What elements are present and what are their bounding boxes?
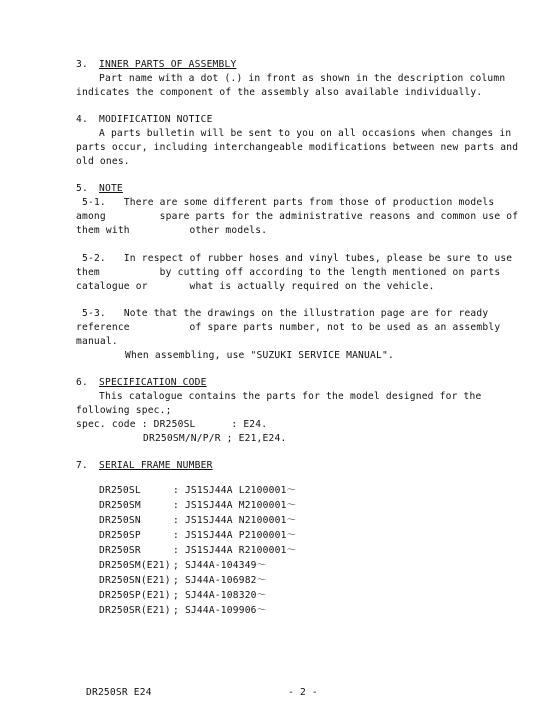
serial-number: : JS1SJ44A P2100001～ xyxy=(173,530,297,541)
note-5-3-line-4: When assembling, use "SUZUKI SERVICE MANUAL". xyxy=(125,350,394,361)
note-5-2-line-1: 5-2. In respect of rubber hoses and vinyl tubes, please be sure to use xyxy=(82,253,513,264)
footer-model-code: DR250SR E24 xyxy=(86,687,152,698)
section-6-line-3: spec. code : DR250SL : E24. xyxy=(76,419,268,430)
note-5-3-line-3: manual. xyxy=(76,336,118,347)
serial-number: : JS1SJ44A R2100001～ xyxy=(173,545,297,556)
section-6-line-4: DR250SM/N/P/R ; E21,E24. xyxy=(143,433,287,444)
serial-model: DR250SR xyxy=(99,545,141,556)
serial-number: ; SJ44A-104349～ xyxy=(173,560,267,571)
note-5-2-line-3: catalogue or what is actually required on the vehicle. xyxy=(76,281,435,292)
serial-model: DR250SN xyxy=(99,515,141,526)
note-5-1-line-1: 5-1. There are some different parts from those of production models xyxy=(82,197,495,208)
page-number: - 2 - xyxy=(288,687,318,698)
section-3-line-1: Part name with a dot (.) in front as shown in the description column xyxy=(99,73,506,84)
section-6-line-2: following spec.; xyxy=(76,405,172,416)
section-3-number: 3. xyxy=(76,59,88,70)
serial-number: : JS1SJ44A N2100001～ xyxy=(173,515,297,526)
serial-number: ; SJ44A-106982～ xyxy=(173,575,267,586)
serial-model: DR250SM xyxy=(99,500,141,511)
note-5-3-line-1: 5-3. Note that the drawings on the illustration page are for ready xyxy=(82,308,489,319)
note-5-1-line-3: them with other models. xyxy=(76,225,268,236)
serial-number: ; SJ44A-108320～ xyxy=(173,590,267,601)
note-5-1-line-2: among spare parts for the administrative reasons and common use of xyxy=(76,211,519,222)
section-7-number: 7. xyxy=(76,460,88,471)
section-3-heading: INNER PARTS OF ASSEMBLY xyxy=(99,59,237,70)
section-4-line-2: parts occur, including interchangeable modifications between new parts and xyxy=(76,142,519,153)
section-6-number: 6. xyxy=(76,377,88,388)
note-5-2-line-2: them by cutting off according to the length mentioned on parts xyxy=(76,267,501,278)
serial-number: ; SJ44A-109906～ xyxy=(173,605,267,616)
section-5-number: 5. xyxy=(76,183,88,194)
serial-model: DR250SR(E21) xyxy=(99,605,171,616)
section-3-line-2: indicates the component of the assembly also available individually. xyxy=(76,87,483,98)
section-6-line-1: This catalogue contains the parts for the model designed for the xyxy=(99,391,482,402)
section-6-heading: SPECIFICATION CODE xyxy=(99,377,207,388)
note-5-3-line-2: reference of spare parts number, not to be used as an assembly xyxy=(76,322,501,333)
serial-model: DR250SM(E21) xyxy=(99,560,171,571)
section-7-heading: SERIAL FRAME NUMBER xyxy=(99,460,213,471)
section-4-line-1: A parts bulletin will be sent to you on all occasions when changes in xyxy=(99,128,512,139)
section-5-heading: NOTE xyxy=(99,183,123,194)
section-4-heading: MODIFICATION NOTICE xyxy=(99,114,213,125)
section-4-number: 4. xyxy=(76,114,88,125)
serial-number: : JS1SJ44A L2100001～ xyxy=(173,485,297,496)
serial-number: : JS1SJ44A M2100001～ xyxy=(173,500,297,511)
serial-model: DR250SP xyxy=(99,530,141,541)
section-4-line-3: old ones. xyxy=(76,156,130,167)
serial-model: DR250SP(E21) xyxy=(99,590,171,601)
serial-model: DR250SN(E21) xyxy=(99,575,171,586)
serial-model: DR250SL xyxy=(99,485,141,496)
